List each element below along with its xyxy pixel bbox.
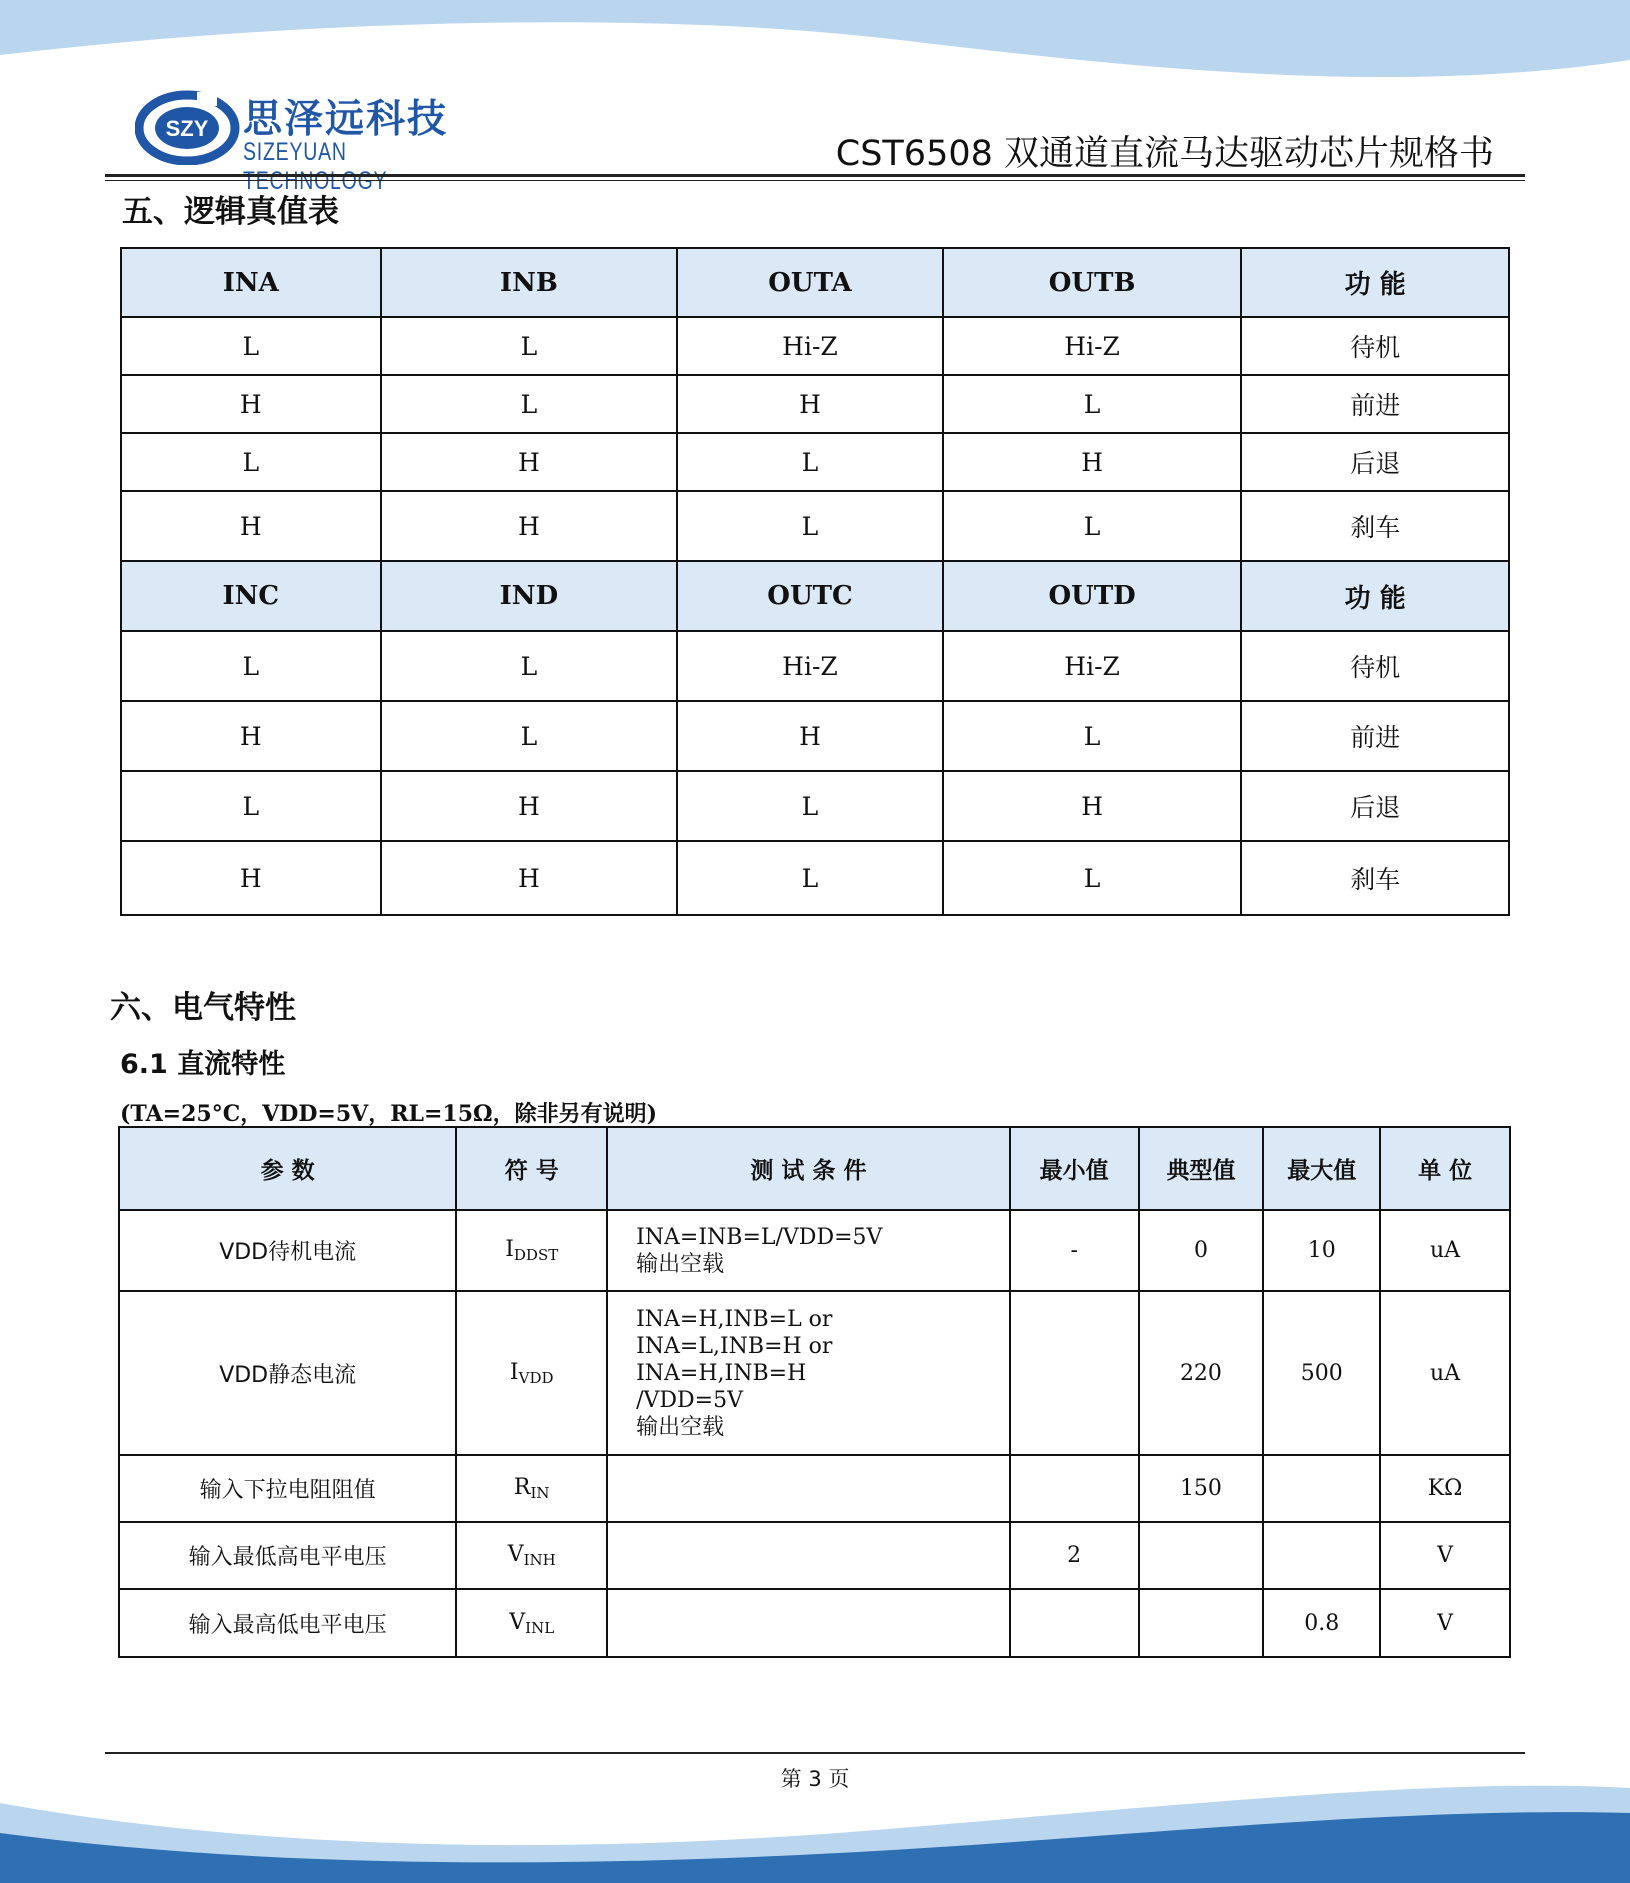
table-row (121, 433, 1509, 491)
header-cell: 符 号 (456, 1127, 607, 1210)
table-cell: L (943, 491, 1242, 561)
table-cell: H (677, 701, 943, 771)
table-cell: L (677, 433, 943, 491)
table-cell: H (943, 771, 1242, 841)
table-row (121, 491, 1509, 561)
table-cell: L (677, 771, 943, 841)
unit-cell: V (1380, 1589, 1510, 1657)
header-cell: 测 试 条 件 (607, 1127, 1010, 1210)
header-cell: INA (121, 248, 381, 317)
header-rule (105, 174, 1525, 177)
table-cell: Hi-Z (677, 631, 943, 701)
truth-table (120, 247, 1510, 916)
table-cell: H (381, 433, 678, 491)
max-cell: 10 (1263, 1210, 1380, 1291)
company-logo (135, 90, 455, 195)
table-cell: H (381, 841, 678, 915)
condition-cell (607, 1522, 1010, 1589)
unit-cell: uA (1380, 1291, 1510, 1455)
header-cell: 功 能 (1241, 248, 1509, 317)
table-cell: L (381, 375, 678, 433)
table-row (119, 1589, 1510, 1657)
typ-cell (1139, 1522, 1264, 1589)
table-cell: L (943, 375, 1242, 433)
min-cell: - (1010, 1210, 1139, 1291)
logo-mark-text: SZY (165, 116, 209, 141)
unit-cell: uA (1380, 1210, 1510, 1291)
header-cell: 最大值 (1263, 1127, 1380, 1210)
table-cell: H (121, 375, 381, 433)
typ-cell: 0 (1139, 1210, 1264, 1291)
dc-characteristics-table (118, 1126, 1511, 1658)
condition-cell (607, 1455, 1010, 1522)
table-cell: 前进 (1241, 701, 1509, 771)
max-cell: 0.8 (1263, 1589, 1380, 1657)
table-cell: H (121, 841, 381, 915)
table-cell: L (381, 317, 678, 375)
section-6-title: 六、电气特性 (110, 990, 296, 1026)
table-cell: H (677, 375, 943, 433)
table-cell: H (121, 701, 381, 771)
unit-cell: KΩ (1380, 1455, 1510, 1522)
symbol-cell: $I_{VDD}$ (456, 1291, 607, 1455)
table-row (121, 841, 1509, 915)
table-row (121, 701, 1509, 771)
header-rule-thin (105, 180, 1525, 181)
header-cell: 最小值 (1010, 1127, 1139, 1210)
min-cell (1010, 1589, 1139, 1657)
header-cell: INC (121, 561, 381, 631)
symbol-cell: $V_{INH}$ (456, 1522, 607, 1589)
table-cell: L (121, 631, 381, 701)
typ-cell (1139, 1589, 1264, 1657)
table-cell: L (943, 841, 1242, 915)
param-cell: 输入最低高电平电压 (119, 1522, 456, 1589)
condition-cell (607, 1589, 1010, 1657)
condition-cell: INA=INB=L/VDD=5V 输出空载 (607, 1210, 1010, 1291)
header-cell: 参 数 (119, 1127, 456, 1210)
table-row (119, 1455, 1510, 1522)
min-cell: 2 (1010, 1522, 1139, 1589)
table-cell: L (121, 433, 381, 491)
symbol-cell: $I_{DDST}$ (456, 1210, 607, 1291)
bottom-wave-decoration (0, 1773, 1630, 1883)
table-cell: H (121, 491, 381, 561)
logo-chinese-name: 思泽远科技 (243, 97, 449, 142)
document-title: CST6508 双通道直流马达驱动芯片规格书 (835, 134, 1494, 174)
table-cell: Hi-Z (943, 631, 1242, 701)
header-cell: OUTC (677, 561, 943, 631)
page-number: 第 3 页 (780, 1767, 850, 1791)
symbol-cell: $V_{INL}$ (456, 1589, 607, 1657)
logo-english-name: SIZEYUAN TECHNOLOGY (243, 138, 388, 195)
table-cell: H (381, 491, 678, 561)
table-row (119, 1522, 1510, 1589)
footer-rule (105, 1752, 1525, 1754)
table-cell: 后退 (1241, 771, 1509, 841)
table-cell: 后退 (1241, 433, 1509, 491)
table-row (121, 631, 1509, 701)
header-cell: OUTD (943, 561, 1242, 631)
header-cell: 单 位 (1380, 1127, 1510, 1210)
table-cell: H (381, 771, 678, 841)
table-cell: L (677, 491, 943, 561)
condition-cell: INA=H,INB=L or INA=L,INB=H or INA=H,INB=H /VDD=5V 输出空载 (607, 1291, 1010, 1455)
max-cell (1263, 1455, 1380, 1522)
table-row (121, 375, 1509, 433)
max-cell: 500 (1263, 1291, 1380, 1455)
table-cell: H (943, 433, 1242, 491)
truth-table-header-1 (121, 248, 1509, 317)
table-cell: 刹车 (1241, 841, 1509, 915)
table-cell: Hi-Z (677, 317, 943, 375)
table-cell: L (121, 317, 381, 375)
header-cell: INB (381, 248, 678, 317)
min-cell (1010, 1455, 1139, 1522)
param-cell: 输入最高低电平电压 (119, 1589, 456, 1657)
table-row (119, 1291, 1510, 1455)
typ-cell: 220 (1139, 1291, 1264, 1455)
param-cell: VDD待机电流 (119, 1210, 456, 1291)
table-row (121, 317, 1509, 375)
table-cell: 待机 (1241, 631, 1509, 701)
param-cell: VDD静态电流 (119, 1291, 456, 1455)
szy-logo-icon (135, 90, 240, 165)
min-cell (1010, 1291, 1139, 1455)
header-cell: OUTB (943, 248, 1242, 317)
table-cell: L (121, 771, 381, 841)
table-cell: L (943, 701, 1242, 771)
param-cell: 输入下拉电阻阻值 (119, 1455, 456, 1522)
table-cell: L (381, 701, 678, 771)
unit-cell: V (1380, 1522, 1510, 1589)
header-cell: 典型值 (1139, 1127, 1264, 1210)
table-cell: 刹车 (1241, 491, 1509, 561)
table-cell: L (381, 631, 678, 701)
table-row (119, 1210, 1510, 1291)
section-6-1-title: 6.1 直流特性 (120, 1049, 286, 1080)
table-cell: 待机 (1241, 317, 1509, 375)
header-cell: IND (381, 561, 678, 631)
table-cell: 前进 (1241, 375, 1509, 433)
truth-table-header-2 (121, 561, 1509, 631)
max-cell (1263, 1522, 1380, 1589)
typ-cell: 150 (1139, 1455, 1264, 1522)
header-cell: 功 能 (1241, 561, 1509, 631)
table-cell: L (677, 841, 943, 915)
top-wave-decoration (0, 0, 1630, 90)
table-row (121, 771, 1509, 841)
header-cell: OUTA (677, 248, 943, 317)
section-5-title: 五、逻辑真值表 (122, 194, 339, 230)
test-conditions-note: (TA=25°C，VDD=5V，RL=15Ω，除非另有说明) (120, 1101, 658, 1127)
symbol-cell: $R_{IN}$ (456, 1455, 607, 1522)
table-cell: Hi-Z (943, 317, 1242, 375)
dc-table-header (119, 1127, 1510, 1210)
